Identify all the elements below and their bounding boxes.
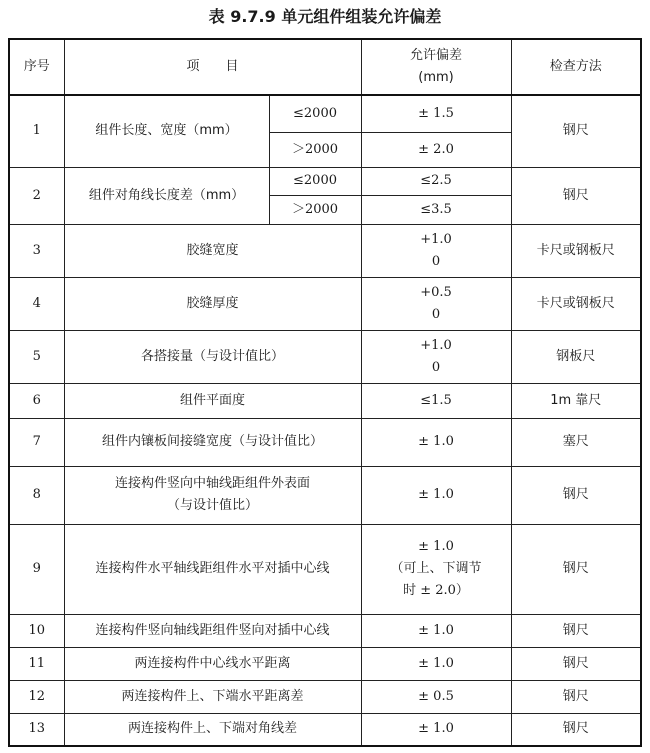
table-row — [9, 418, 641, 466]
row-method: 钢尺 — [511, 614, 641, 647]
tolerance-note-line1: （可上、下调节 — [390, 561, 482, 576]
tolerance-table — [8, 38, 642, 747]
table-row — [9, 680, 641, 713]
row-no: 5 — [9, 330, 64, 383]
row-item: 两连接构件上、下端对角线差 — [64, 713, 361, 746]
table-row — [9, 524, 641, 614]
tolerance-upper: +1.0 — [420, 231, 452, 247]
header-row — [9, 39, 641, 95]
row-item — [64, 466, 361, 524]
row-method: 钢板尺 — [511, 330, 641, 383]
row-tolerance: ± 1.0 — [361, 713, 511, 746]
row-item: 组件内镶板间接缝宽度（与设计值比） — [64, 418, 361, 466]
table-row — [9, 647, 641, 680]
row-no: 6 — [9, 383, 64, 418]
header-no: 序号 — [9, 39, 64, 95]
table-row — [9, 95, 641, 132]
row-no: 1 — [9, 95, 64, 167]
row-no: 9 — [9, 524, 64, 614]
row-item: 胶缝厚度 — [64, 277, 361, 330]
header-tolerance-unit: (mm) — [418, 70, 454, 85]
row-no: 11 — [9, 647, 64, 680]
tolerance-upper: +0.5 — [420, 284, 452, 300]
header-item: 项 目 — [64, 39, 361, 95]
row-method: 钢尺 — [511, 524, 641, 614]
header-method: 检查方法 — [511, 39, 641, 95]
row-method: 塞尺 — [511, 418, 641, 466]
row-tolerance: ± 1.0 — [361, 466, 511, 524]
row-item: 组件长度、宽度（mm） — [64, 95, 269, 167]
row-item: 组件平面度 — [64, 383, 361, 418]
row-tolerance: ≤3.5 — [361, 195, 511, 224]
row-tolerance: ≤2.5 — [361, 167, 511, 195]
row-item: 连接构件水平轴线距组件水平对插中心线 — [64, 524, 361, 614]
tolerance-lower: 0 — [431, 359, 441, 375]
row-method: 1m 靠尺 — [511, 383, 641, 418]
row-tolerance: ± 1.5 — [361, 95, 511, 132]
row-method: 卡尺或钢板尺 — [511, 277, 641, 330]
row-method: 钢尺 — [511, 95, 641, 167]
row-tolerance: ≤1.5 — [361, 383, 511, 418]
row-tolerance: ± 1.0 — [361, 614, 511, 647]
row-method: 钢尺 — [511, 680, 641, 713]
row-tolerance: ± 2.0 — [361, 132, 511, 167]
row-item: 胶缝宽度 — [64, 224, 361, 277]
row-no: 10 — [9, 614, 64, 647]
header-tolerance — [361, 39, 511, 95]
row-item: 连接构件竖向轴线距组件竖向对插中心线 — [64, 614, 361, 647]
row-tolerance — [361, 224, 511, 277]
table-row — [9, 713, 641, 746]
row-no: 2 — [9, 167, 64, 224]
row-no: 7 — [9, 418, 64, 466]
table-row — [9, 167, 641, 195]
row-condition: ＞2000 — [269, 195, 361, 224]
row-condition: ≤2000 — [269, 167, 361, 195]
table-row — [9, 330, 641, 383]
tolerance-note-line2: 时 ± 2.0） — [403, 583, 469, 598]
row-no: 3 — [9, 224, 64, 277]
row-method: 钢尺 — [511, 167, 641, 224]
row-no: 13 — [9, 713, 64, 746]
table-row — [9, 224, 641, 277]
table-row — [9, 466, 641, 524]
row-item: 组件对角线长度差（mm） — [64, 167, 269, 224]
row-item: 各搭接量（与设计值比） — [64, 330, 361, 383]
row-tolerance — [361, 330, 511, 383]
header-tolerance-label: 允许偏差 — [410, 48, 463, 63]
tolerance-value: ± 1.0 — [418, 539, 454, 554]
row-method: 卡尺或钢板尺 — [511, 224, 641, 277]
table-row — [9, 277, 641, 330]
table-row — [9, 383, 641, 418]
tolerance-upper: +1.0 — [420, 337, 452, 353]
tolerance-lower: 0 — [431, 306, 441, 322]
table-title: 表 9.7.9 单元组件组装允许偏差 — [208, 7, 442, 26]
row-tolerance: ± 1.0 — [361, 647, 511, 680]
row-tolerance — [361, 277, 511, 330]
row-tolerance: ± 0.5 — [361, 680, 511, 713]
table-row — [9, 614, 641, 647]
row-method: 钢尺 — [511, 713, 641, 746]
row-item-line1: 连接构件竖向中轴线距组件外表面 — [115, 476, 311, 491]
row-item-line2: （与设计值比） — [167, 498, 259, 513]
row-no: 4 — [9, 277, 64, 330]
row-condition: ≤2000 — [269, 95, 361, 132]
tolerance-lower: 0 — [431, 253, 441, 269]
row-method: 钢尺 — [511, 466, 641, 524]
row-no: 12 — [9, 680, 64, 713]
row-item: 两连接构件上、下端水平距离差 — [64, 680, 361, 713]
row-item: 两连接构件中心线水平距离 — [64, 647, 361, 680]
row-tolerance: ± 1.0 — [361, 418, 511, 466]
row-tolerance — [361, 524, 511, 614]
row-no: 8 — [9, 466, 64, 524]
row-method: 钢尺 — [511, 647, 641, 680]
row-condition: ＞2000 — [269, 132, 361, 167]
